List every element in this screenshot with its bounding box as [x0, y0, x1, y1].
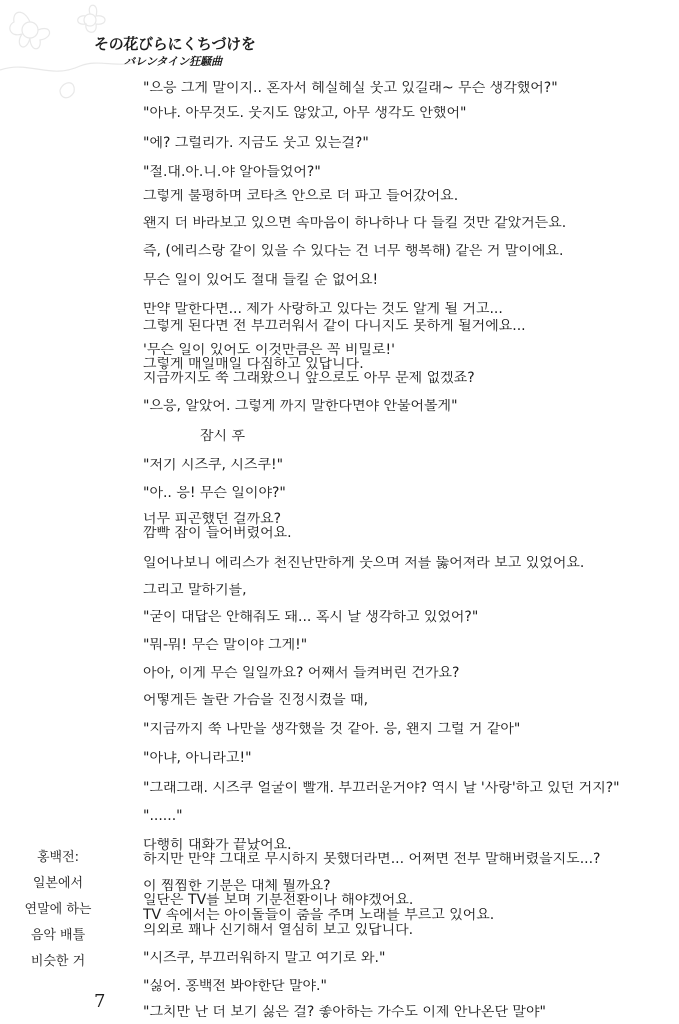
narration-line: 그렇게 불평하며 코타츠 안으로 더 파고 들어갔어요.: [143, 189, 459, 203]
narration-line: '무슨 일이 있어도 이것만큼은 꼭 비밀로!': [143, 343, 395, 357]
dialogue-line: "굳이 대답은 안해줘도 돼... 혹시 날 생각하고 있었어?": [143, 610, 479, 624]
dialogue-line: "싫어. 홍백전 봐야한단 말야.": [143, 979, 327, 993]
dialogue-line: "아냐, 아니라고!": [143, 751, 252, 765]
manga-title: その花びらにくちづけを: [94, 35, 256, 53]
time-skip-label: 잠시 후: [200, 429, 246, 443]
narration-line: 일어나보니 에리스가 천진난만하게 웃으며 저를 뚫어져라 보고 있었어요.: [143, 556, 585, 570]
dialogue-line: "에? 그럴리가. 지금도 웃고 있는걸?": [143, 136, 369, 150]
dialogue-line: "아냐. 아무것도. 웃지도 않았고, 아무 생각도 안했어": [143, 106, 467, 120]
narration-line: 깜빡 잠이 들어버렸어요.: [143, 526, 292, 540]
narration-line: 어떻게든 놀란 가슴을 진정시켰을 때,: [143, 693, 369, 707]
dialogue-line: "으응 그게 말이지.. 혼자서 헤실헤실 웃고 있길래~ 무슨 생각했어?": [143, 81, 558, 95]
dialogue-line: "저기 시즈쿠, 시즈쿠!": [143, 458, 284, 472]
narration-line: 다행히 대화가 끝났어요.: [143, 838, 292, 852]
narration-line: 그리고 말하기를,: [143, 583, 247, 597]
narration-line: TV 속에서는 아이돌들이 춤을 추며 노래를 부르고 있어요.: [143, 908, 495, 922]
dialogue-line: "절.대.아.니.야 알아들었어?": [143, 165, 321, 179]
narration-line: 지금까지도 쭉 그래왔으니 앞으로도 아무 문제 없겠죠?: [143, 371, 475, 385]
narration-line: 만약 말한다면... 제가 사랑하고 있다는 것도 알게 될 거고...: [143, 302, 503, 316]
footnote-line: 비슷한 거: [30, 954, 86, 969]
footnote-term: 홍백전:: [36, 850, 80, 865]
dialogue-line: "그래그래. 시즈쿠 얼굴이 빨개. 부끄러운거야? 역시 날 '사랑'하고 있던 거지?": [143, 781, 620, 795]
dialogue-line: "아.. 응! 무슨 일이야?": [143, 486, 286, 500]
dialogue-line: "으응, 알았어. 그렇게 까지 말한다면야 안물어볼게": [143, 399, 458, 413]
narration-line: 일단은 TV를 보며 기분전환이나 해야겠어요.: [143, 893, 414, 907]
manga-subtitle: バレンタイン狂騒曲: [124, 55, 223, 68]
narration-line: 아아, 이게 무슨 일일까요? 어째서 들켜버린 건가요?: [143, 666, 460, 680]
dialogue-line: "뭐-뭐! 무슨 말이야 그게!": [143, 638, 308, 652]
narration-line: 의외로 꽤나 신기해서 열심히 보고 있답니다.: [143, 923, 414, 937]
floral-background-decoration: [0, 0, 140, 110]
narration-line: 즉, (에리스랑 같이 있을 수 있다는 건 너무 행복해) 같은 거 말이에요.: [143, 244, 564, 258]
dialogue-line: "그치만 난 더 보기 싫은 걸? 좋아하는 가수도 이제 안나온단 말야": [143, 1005, 546, 1019]
page-number: 7: [94, 991, 106, 1012]
narration-line: 왠지 더 바라보고 있으면 속마음이 하나하나 다 들킬 것만 같았거든요.: [143, 216, 567, 230]
narration-line: 무슨 일이 있어도 절대 들킬 순 없어요!: [143, 273, 379, 287]
narration-line: 그렇게 된다면 전 부끄러워서 같이 다니지도 못하게 될거에요...: [143, 319, 526, 333]
narration-line: 너무 피곤했던 걸까요?: [143, 512, 282, 526]
narration-line: 그렇게 매일매일 다짐하고 있답니다.: [143, 357, 364, 371]
narration-line: 하지만 만약 그대로 무시하지 못했더라면... 어쩌면 전부 말해버렸을지도...?: [143, 852, 601, 866]
footnote-line: 일본에서: [32, 876, 84, 891]
footnote-line: 연말에 하는: [24, 902, 92, 917]
narration-line: 이 찜찜한 기분은 대체 뭘까요?: [143, 879, 331, 893]
dialogue-line: "......": [143, 809, 183, 823]
dialogue-line: "시즈쿠, 부끄러워하지 말고 여기로 와.": [143, 951, 386, 965]
footnote: [12, 845, 104, 975]
dialogue-line: "지금까지 쭉 나만을 생각했을 것 같아. 응, 왠지 그럴 거 같아": [143, 722, 521, 736]
footnote-line: 음악 배틀: [30, 928, 86, 943]
